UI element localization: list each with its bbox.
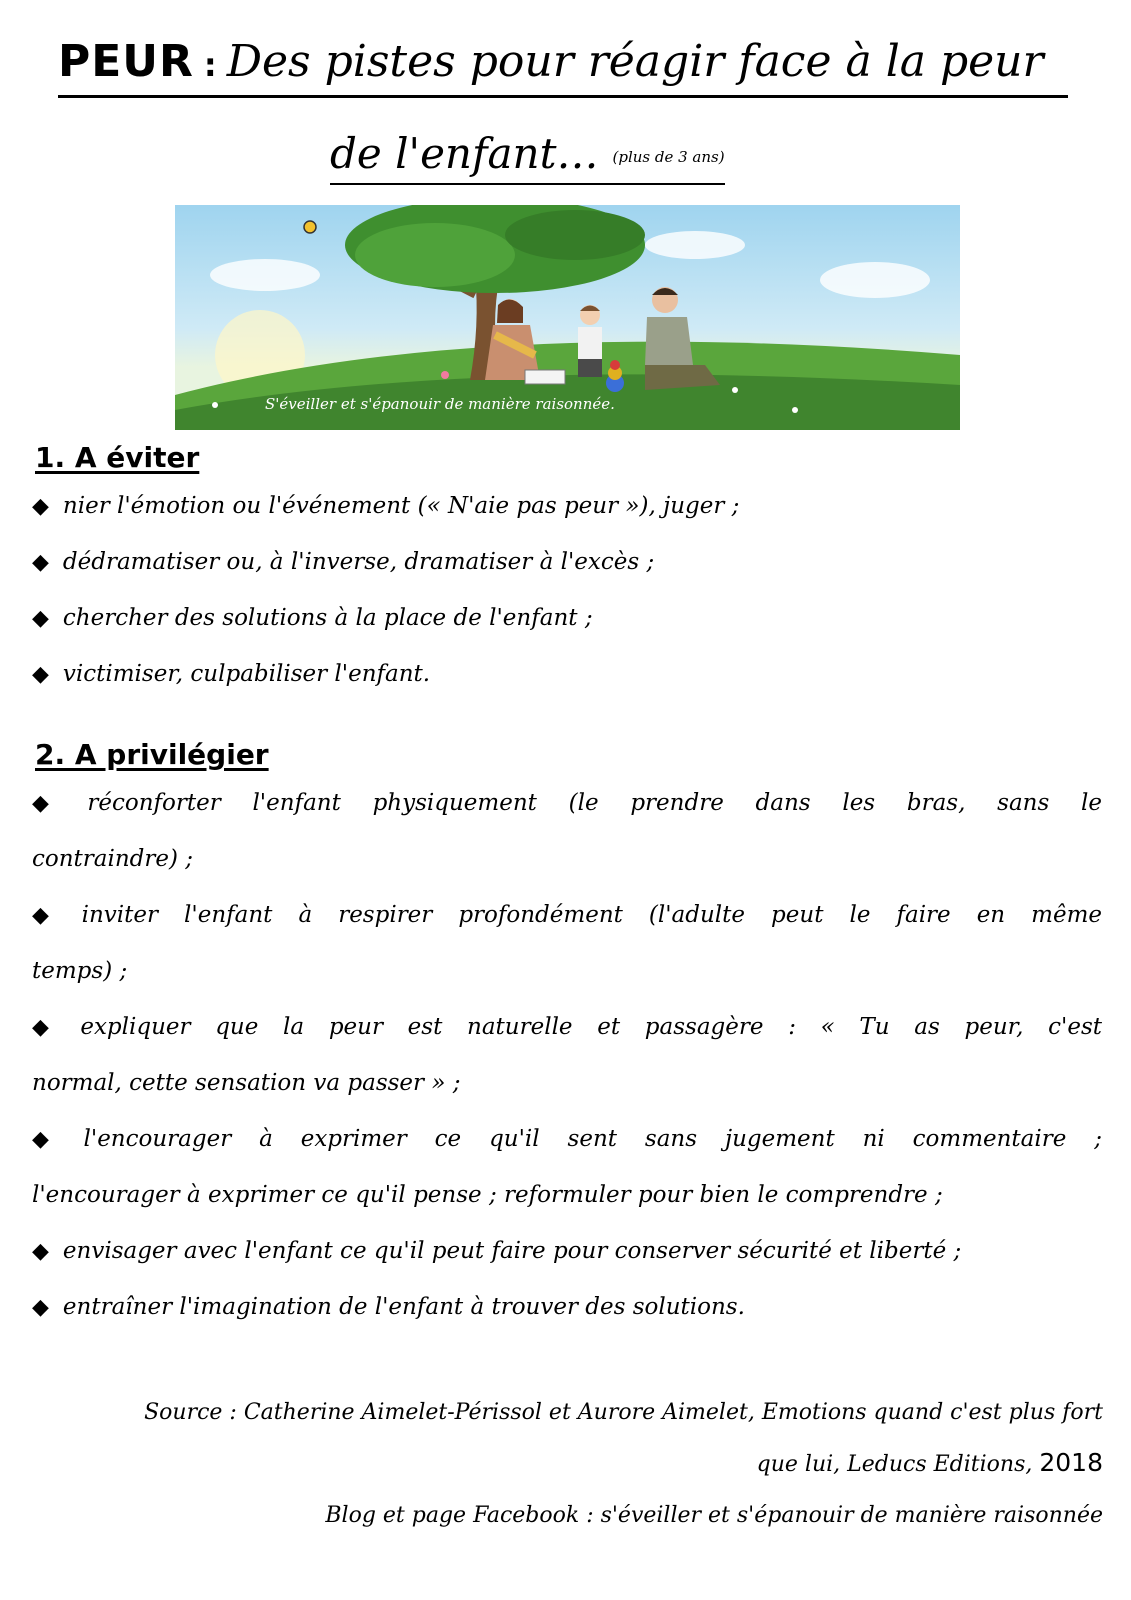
title-line2-text: de l'enfant… bbox=[330, 129, 599, 178]
cloud bbox=[820, 262, 930, 298]
page-title bbox=[58, 30, 1068, 98]
list-item bbox=[32, 658, 1102, 691]
list-item-text: victimiser, culpabiliser l'enfant. bbox=[62, 661, 431, 687]
black-diamond-icon: ◆ bbox=[32, 1239, 49, 1264]
list-item-text: dédramatiser ou, à l'inverse, dramatiser à l'excès ; bbox=[62, 549, 655, 575]
title-line1-text: Des pistes pour réagir face à la peur bbox=[226, 36, 1044, 87]
father-hair bbox=[652, 288, 678, 295]
list-item bbox=[32, 490, 1102, 523]
blog-reference: Blog et page Facebook : s'éveiller et s'épanouir de manière raisonnée bbox=[325, 1503, 1103, 1528]
bee bbox=[304, 221, 316, 233]
list-item-text: nier l'émotion ou l'événement (« N'aie pas peur »), juger ; bbox=[62, 493, 740, 519]
list-item-text: inviter l'enfant à respirer profondément (l'adulte peut le faire en même bbox=[81, 902, 1102, 928]
cloud bbox=[210, 259, 320, 291]
black-diamond-icon: ◆ bbox=[32, 1015, 67, 1040]
list-item bbox=[32, 1235, 1102, 1268]
flower bbox=[212, 402, 218, 408]
list-item-continuation: temps) ; bbox=[32, 958, 128, 984]
black-diamond-icon: ◆ bbox=[32, 903, 68, 928]
banner-caption: S'éveiller et s'épanouir de manière raisonnée. bbox=[265, 395, 615, 413]
list-item-continuation: normal, cette sensation va passer » ; bbox=[32, 1070, 461, 1096]
black-diamond-icon: ◆ bbox=[32, 1127, 70, 1152]
black-diamond-icon: ◆ bbox=[32, 550, 49, 575]
source-citation-line2 bbox=[757, 1447, 1103, 1481]
list-item-continuation: contraindre) ; bbox=[32, 846, 194, 872]
father-shirt bbox=[645, 317, 693, 365]
title-line2 bbox=[330, 128, 725, 185]
flower bbox=[792, 407, 798, 413]
list-item-text: chercher des solutions à la place de l'enfant ; bbox=[62, 605, 593, 631]
black-diamond-icon: ◆ bbox=[32, 606, 49, 631]
list-item-text: entraîner l'imagination de l'enfant à trouver des solutions. bbox=[62, 1294, 745, 1320]
list-item bbox=[32, 1291, 1102, 1324]
tree-foliage-light bbox=[355, 223, 515, 287]
black-diamond-icon: ◆ bbox=[32, 1295, 49, 1320]
list-item-continuation: l'encourager à exprimer ce qu'il pense ; reformuler pour bien le comprendre ; bbox=[32, 1182, 943, 1208]
source-publisher: que lui, Leducs Editions, bbox=[756, 1452, 1033, 1477]
list-item-text: expliquer que la peur est naturelle et passagère : « Tu as peur, c'est bbox=[80, 1014, 1103, 1040]
banner-illustration bbox=[175, 205, 960, 430]
source-citation-line1: Source : Catherine Aimelet-Périssol et Aurore Aimelet, Emotions quand c'est plus fort bbox=[144, 1400, 1103, 1425]
title-separator: : bbox=[203, 46, 217, 84]
section-heading-avoid: 1. A éviter bbox=[35, 441, 200, 474]
list-item bbox=[32, 1123, 1102, 1156]
title-age-note: (plus de 3 ans) bbox=[612, 148, 725, 166]
list-item bbox=[32, 1011, 1102, 1044]
black-diamond-icon: ◆ bbox=[32, 662, 49, 687]
title-main-word: PEUR bbox=[58, 36, 194, 87]
tree-foliage-dark bbox=[505, 210, 645, 260]
flower bbox=[441, 371, 449, 379]
list-item bbox=[32, 899, 1102, 932]
list-item-text: envisager avec l'enfant ce qu'il peut faire pour conserver sécurité et liberté ; bbox=[62, 1238, 962, 1264]
list-item bbox=[32, 546, 1102, 579]
child-hair bbox=[580, 306, 600, 312]
flower bbox=[732, 387, 738, 393]
child-pants bbox=[578, 359, 602, 377]
black-diamond-icon: ◆ bbox=[32, 791, 74, 816]
toy-ring bbox=[610, 360, 620, 370]
open-book bbox=[525, 370, 565, 384]
list-item-text: l'encourager à exprimer ce qu'il sent sans jugement ni commentaire ; bbox=[83, 1126, 1102, 1152]
list-item bbox=[32, 787, 1102, 820]
child-shirt bbox=[578, 327, 602, 359]
cloud bbox=[645, 231, 745, 259]
mother-hair bbox=[497, 299, 523, 323]
list-item bbox=[32, 602, 1102, 635]
black-diamond-icon: ◆ bbox=[32, 494, 49, 519]
source-year: 2018 bbox=[1039, 1448, 1103, 1477]
section-heading-favor: 2. A privilégier bbox=[35, 738, 269, 771]
list-item-text: réconforter l'enfant physiquement (le prendre dans les bras, sans le bbox=[87, 790, 1102, 816]
